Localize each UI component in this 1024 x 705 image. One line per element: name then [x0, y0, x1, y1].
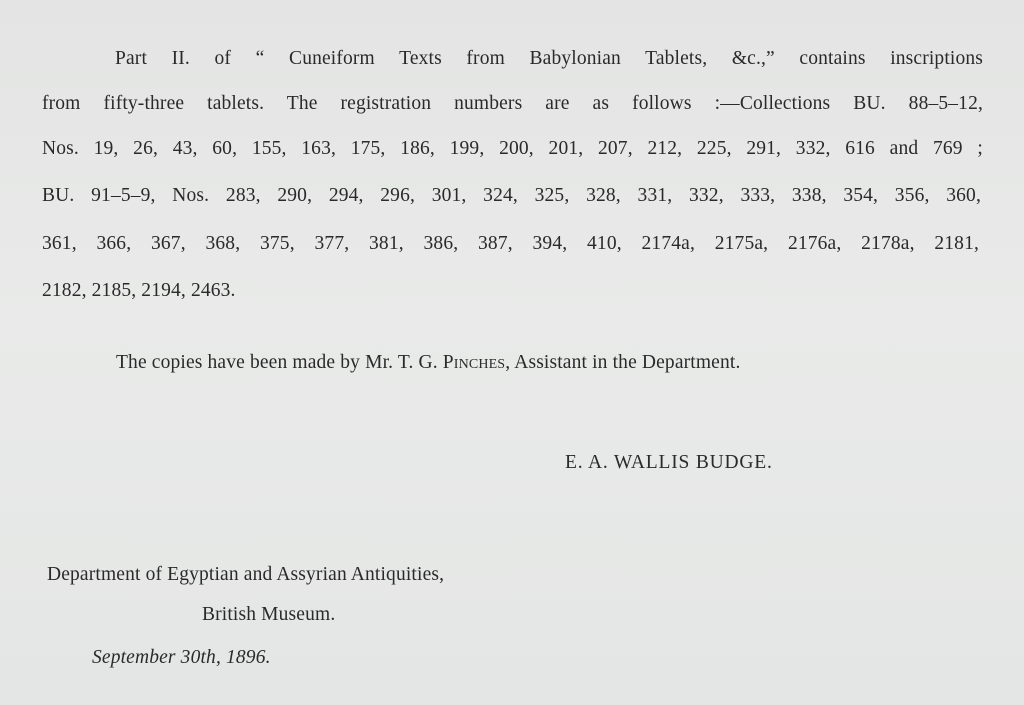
copies-note-after: , Assistant in the Department. [505, 352, 741, 373]
copies-note [116, 351, 740, 375]
date-line: September 30th, 1896. [92, 647, 271, 668]
copyist-name: Pinches [442, 352, 506, 373]
museum-line: British Museum. [202, 604, 336, 625]
copies-note-before: The copies have been made by Mr. T. G. [116, 352, 443, 373]
signature: E. A. WALLIS BUDGE. [565, 452, 773, 473]
preface-line-3: Nos. 19, 26, 43, 60, 155, 163, 175, 186, 199, 200, 201, 207, 212, 225, 291, 332, 616 and 769 ; [42, 138, 983, 159]
preface-line-6: 2182, 2185, 2194, 2463. [42, 280, 236, 301]
department-line: Department of Egyptian and Assyrian Antiquities, [47, 564, 445, 585]
preface-line-2: from fifty-three tablets. The registration numbers are as follows :—Collections BU. 88–5–12, [42, 93, 983, 114]
preface-line-4: BU. 91–5–9, Nos. 283, 290, 294, 296, 301, 324, 325, 328, 331, 332, 333, 338, 354, 356, 360, [42, 185, 981, 206]
preface-line-1: Part II. of “ Cuneiform Texts from Babylonian Tablets, &c.,” contains inscriptions [115, 48, 983, 69]
preface-line-5: 361, 366, 367, 368, 375, 377, 381, 386, 387, 394, 410, 2174a, 2175a, 2176a, 2178a, 2181, [42, 233, 979, 254]
